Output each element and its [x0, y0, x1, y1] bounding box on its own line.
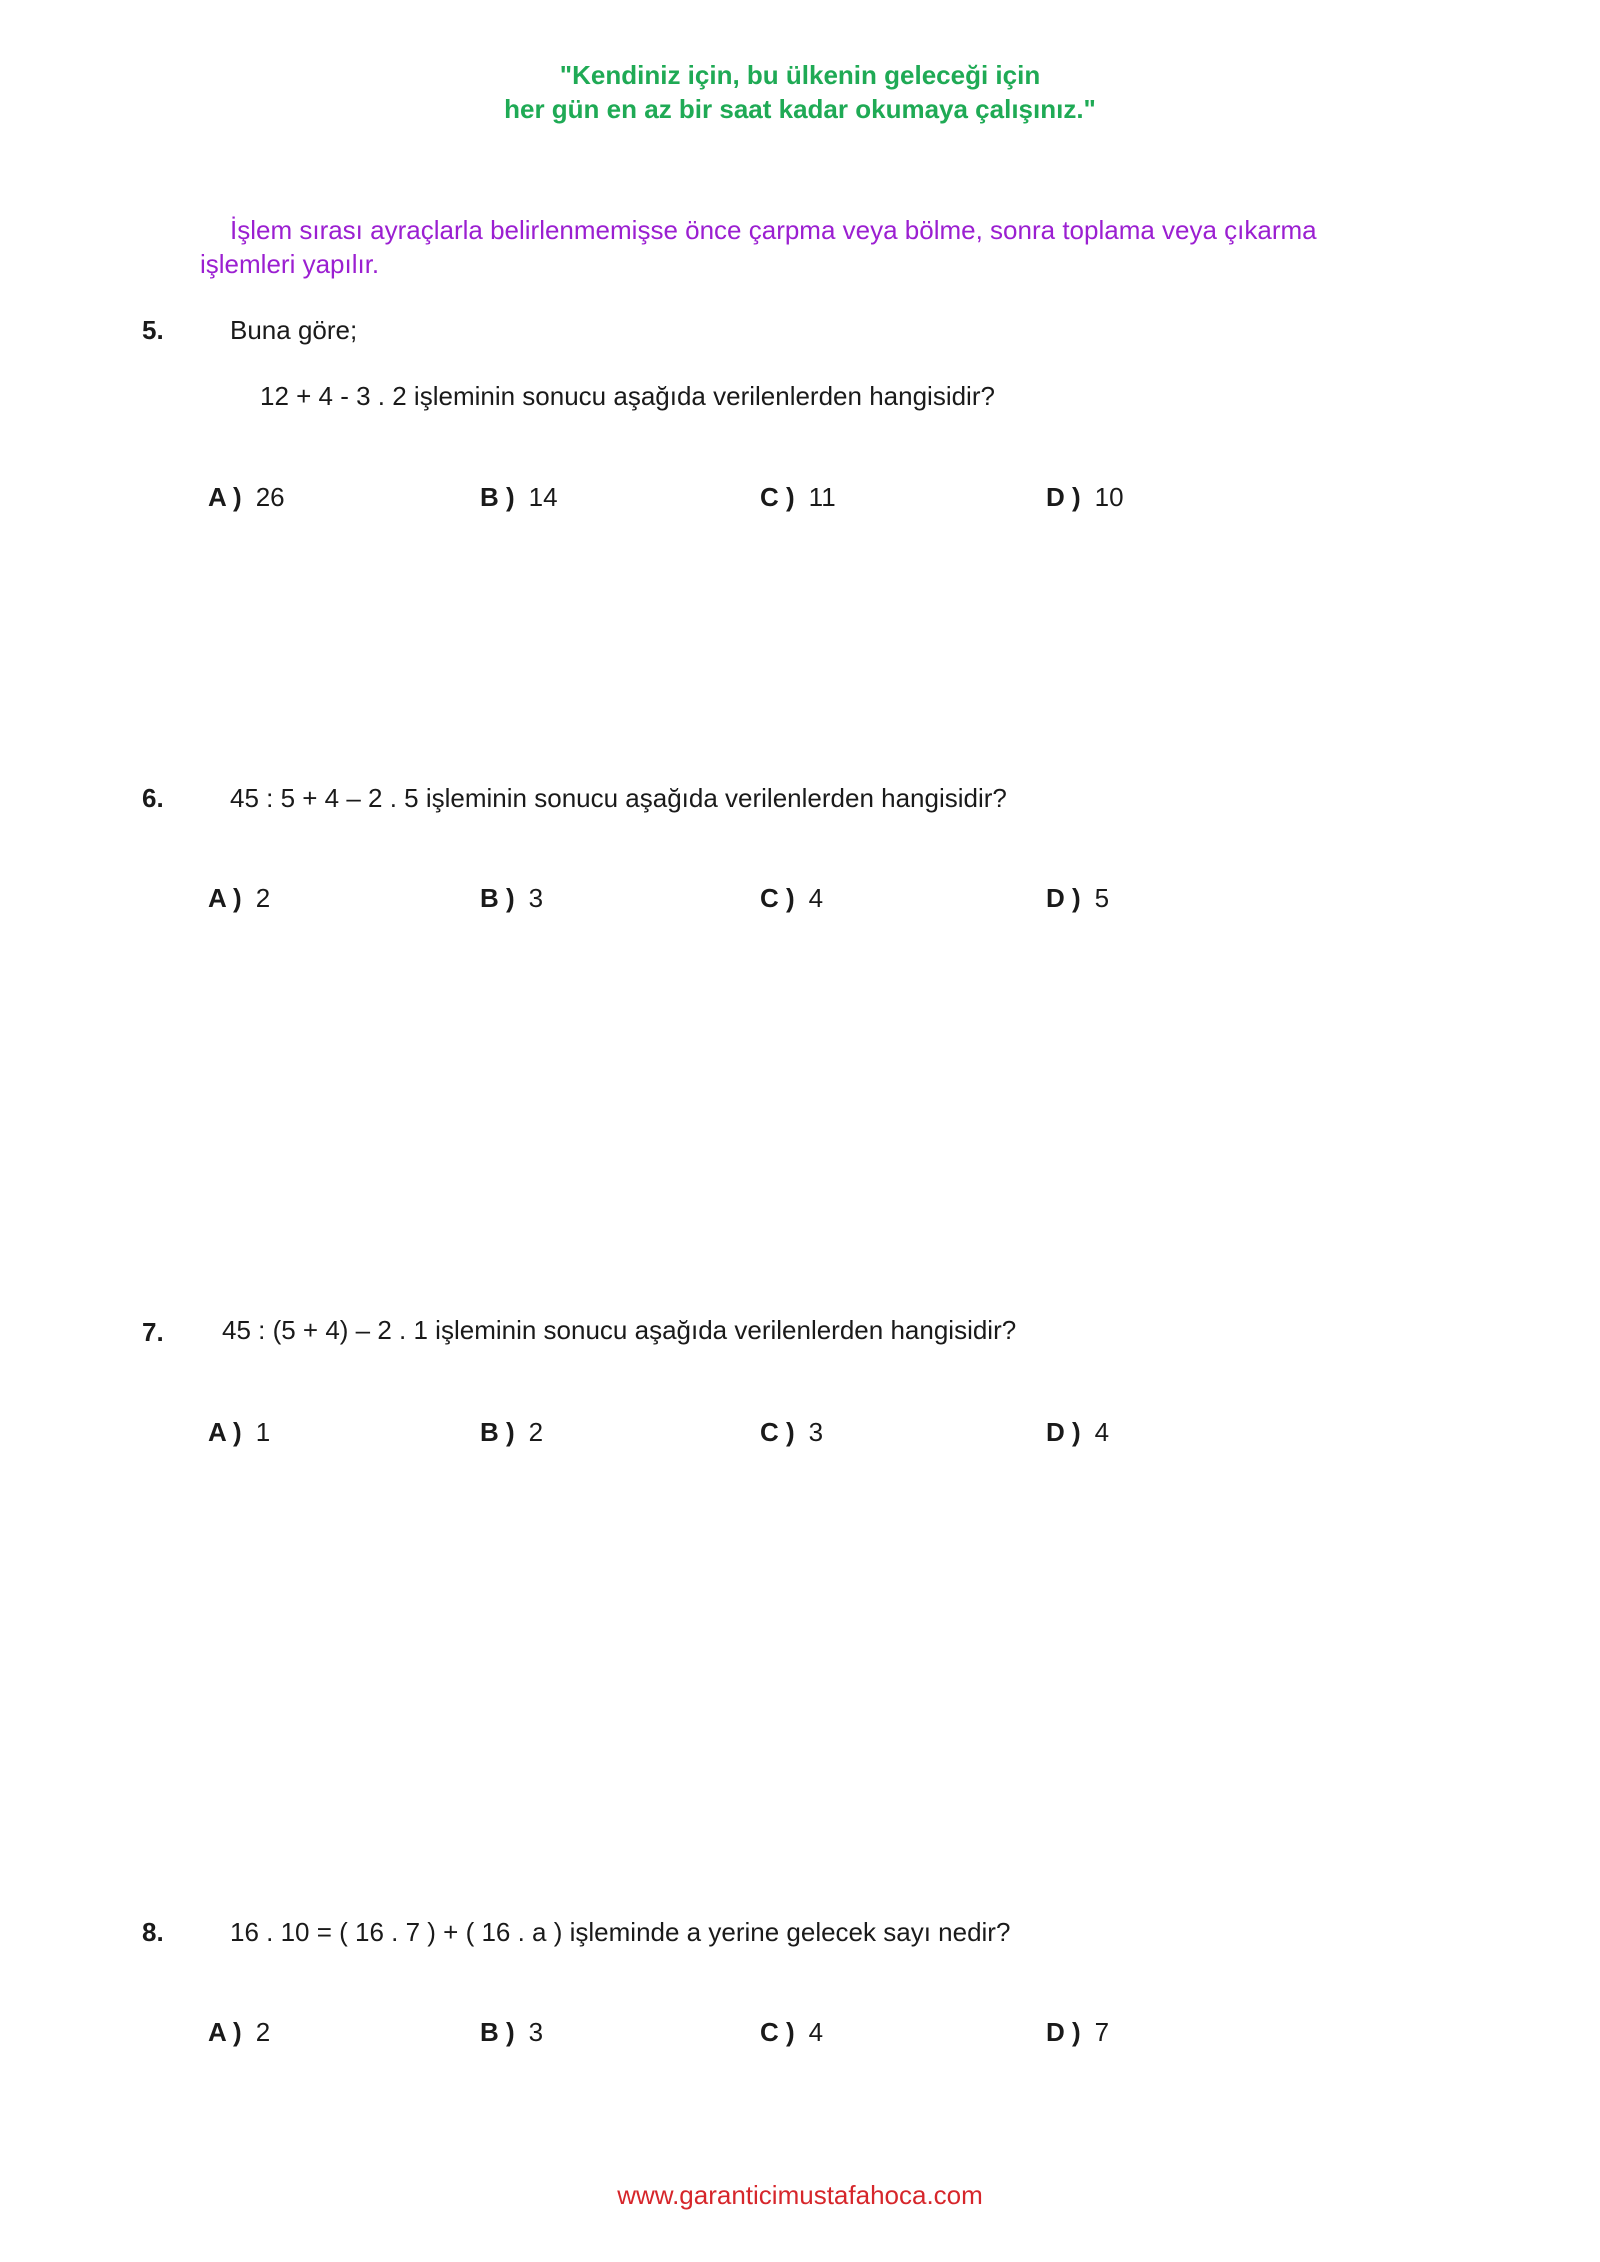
question-lead: Buna göre; [230, 315, 358, 345]
header-quote-line-2: her gün en az bir saat kadar okumaya çalışınız." [504, 94, 1096, 124]
option-b[interactable]: B ) 3 [480, 883, 544, 913]
question-number: 7. [142, 1317, 164, 1347]
option-b[interactable]: B ) 14 [480, 482, 558, 512]
intro-rule-line-1: İşlem sırası ayraçlarla belirlenmemişse önce çarpma veya bölme, sonra toplama veya çıkarma [230, 215, 1317, 245]
question-number: 6. [142, 783, 164, 813]
option-a[interactable]: A ) 26 [208, 482, 285, 512]
header-quote-line-1: "Kendiniz için, bu ülkenin geleceği için [559, 60, 1041, 90]
option-b[interactable]: B ) 2 [480, 1417, 544, 1447]
option-c[interactable]: C ) 4 [760, 883, 824, 913]
question-text: 12 + 4 - 3 . 2 işleminin sonucu aşağıda verilenlerden hangisidir? [260, 381, 995, 411]
option-a[interactable]: A ) 1 [208, 1417, 271, 1447]
question-text: 16 . 10 = ( 16 . 7 ) + ( 16 . a ) işleminde a yerine gelecek sayı nedir? [230, 1917, 1011, 1947]
header-quote [0, 58, 1600, 126]
option-a[interactable]: A ) 2 [208, 2017, 271, 2047]
option-a[interactable]: A ) 2 [208, 883, 271, 913]
intro-rule-line-2: işlemleri yapılır. [200, 249, 380, 279]
question-text: 45 : 5 + 4 – 2 . 5 işleminin sonucu aşağıda verilenlerden hangisidir? [230, 783, 1007, 813]
option-b[interactable]: B ) 3 [480, 2017, 544, 2047]
footer-website-link[interactable]: www.garanticimustafahoca.com [617, 2180, 983, 2210]
option-d[interactable]: D ) 5 [1046, 883, 1110, 913]
option-c[interactable]: C ) 3 [760, 1417, 824, 1447]
option-d[interactable]: D ) 7 [1046, 2017, 1110, 2047]
option-c[interactable]: C ) 4 [760, 2017, 824, 2047]
question-number: 8. [142, 1917, 164, 1947]
option-c[interactable]: C ) 11 [760, 482, 836, 512]
question-number: 5. [142, 315, 164, 345]
question-text: 45 : (5 + 4) – 2 . 1 işleminin sonucu aşağıda verilenlerden hangisidir? [222, 1315, 1017, 1345]
intro-rule [200, 213, 1400, 281]
option-d[interactable]: D ) 4 [1046, 1417, 1110, 1447]
option-d[interactable]: D ) 10 [1046, 482, 1124, 512]
